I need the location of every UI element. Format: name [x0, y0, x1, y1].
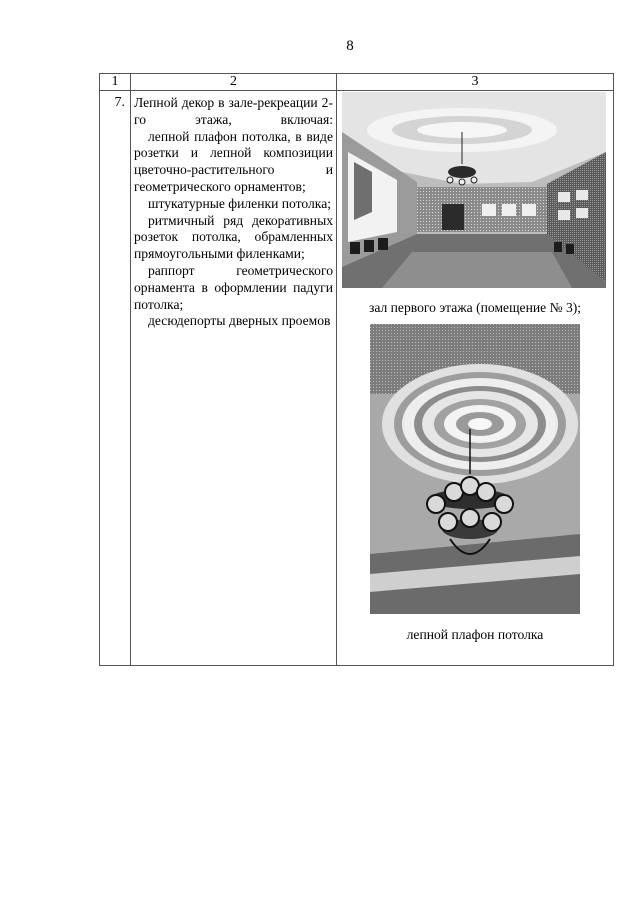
description-item: лепной плафон потолка, в виде розетки и лепной композиции цветочно-растительного и геометрического орнаментов;	[134, 128, 333, 194]
description-cell	[131, 91, 337, 666]
table-row	[100, 91, 614, 666]
table-header-row	[100, 74, 614, 91]
ceiling-plafond-photo	[370, 324, 580, 614]
column-header-2: 2	[131, 74, 337, 91]
heritage-table	[99, 73, 614, 666]
description-item: штукатурные филенки потолка;	[148, 195, 332, 211]
description-intro: Лепной декор в зале-рекреации 2-го этажа, включая:	[134, 95, 333, 127]
photo-caption: лепной плафон потолка	[406, 627, 544, 642]
page-number: 8	[346, 38, 354, 54]
row-number: 7.	[100, 91, 131, 666]
photos-cell	[337, 91, 614, 666]
column-header-1: 1	[100, 74, 131, 91]
photo-caption: зал первого этажа (помещение № 3);	[368, 300, 582, 315]
description-item: десюдепорты дверных проемов	[148, 313, 331, 329]
description-item: раппорт геометрического орнамента в оформлении падуги потолка;	[134, 262, 333, 312]
description-item: ритмичный ряд декоративных розеток потолка, обрамленных прямоугольными филенками;	[134, 212, 333, 262]
hall-photo	[342, 92, 606, 288]
column-header-3: 3	[337, 74, 614, 91]
